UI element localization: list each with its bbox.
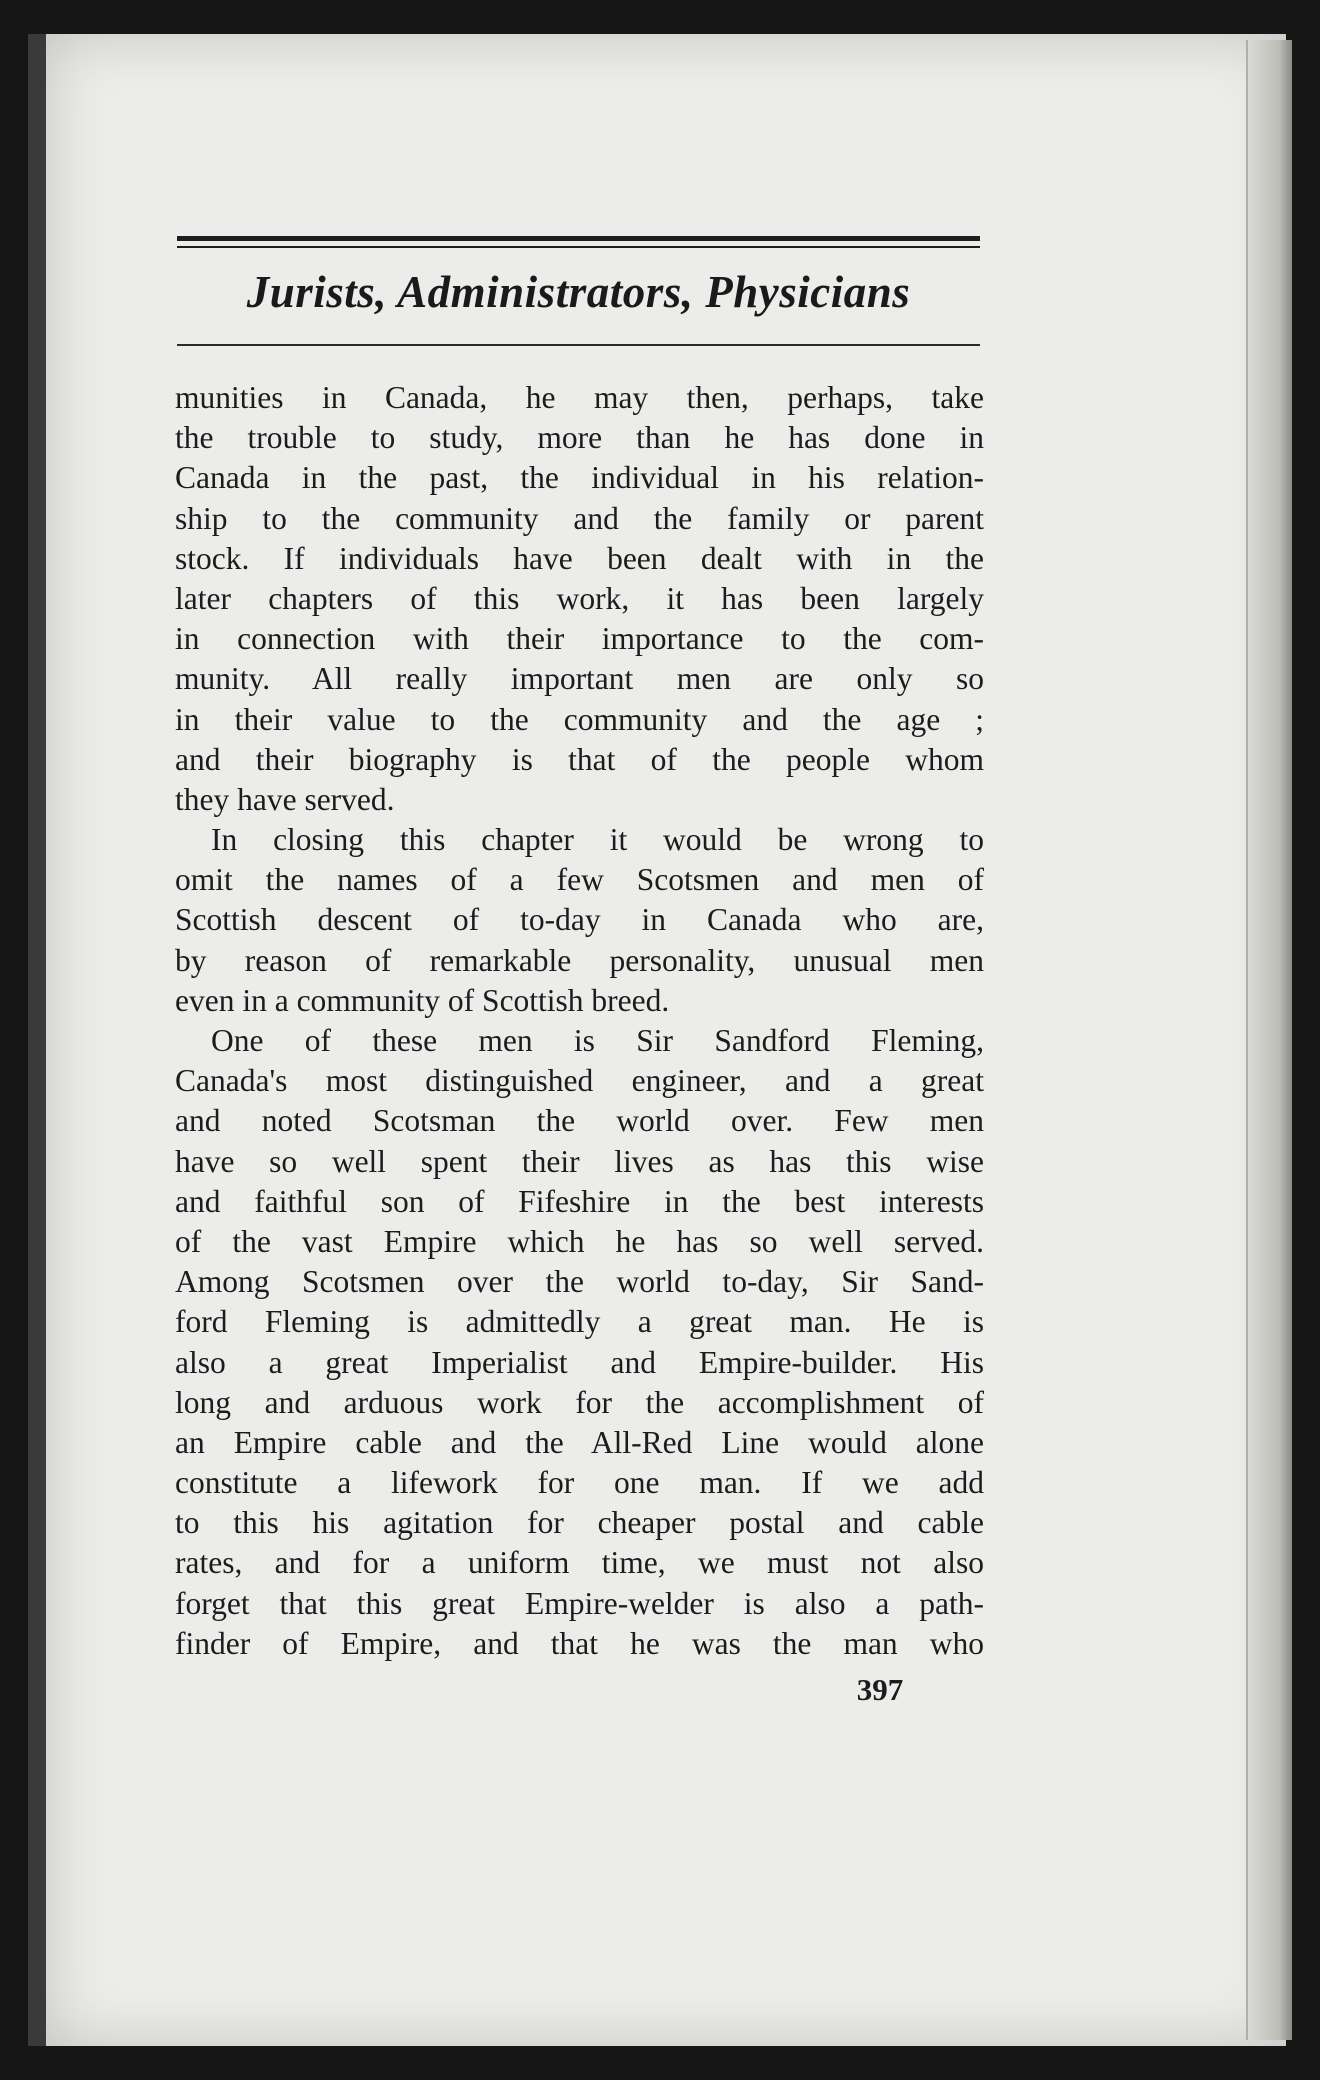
text-line: Scottish descent of to-day in Canada who are,: [175, 902, 984, 938]
text-line: constitute a lifework for one man. If we add: [175, 1465, 984, 1501]
text-line: even in a community of Scottish breed.: [175, 982, 670, 1018]
page-number: 397: [856, 1672, 904, 1707]
text-line: by reason of remarkable personality, unusual men: [175, 942, 984, 978]
text-line: long and arduous work for the accomplishment of: [175, 1384, 984, 1420]
text-line: stock. If individuals have been dealt with in the: [175, 540, 984, 576]
text-line: have so well spent their lives as has this wise: [175, 1143, 984, 1179]
text-line: an Empire cable and the All-Red Line would alone: [175, 1424, 984, 1460]
text-line: and noted Scotsman the world over. Few men: [175, 1103, 984, 1139]
header-rule-thin: [177, 246, 980, 248]
text-line: ship to the community and the family or parent: [175, 500, 984, 536]
text-line: Canada in the past, the individual in his relation-: [175, 460, 984, 496]
text-line: munity. All really important men are only so: [175, 661, 984, 697]
text-line: the trouble to study, more than he has done in: [175, 420, 984, 456]
text-line: they have served.: [175, 781, 395, 817]
text-line: Among Scotsmen over the world to-day, Sir Sand-: [175, 1264, 984, 1300]
text-line: of the vast Empire which he has so well served.: [175, 1223, 984, 1259]
page-edges: [1246, 40, 1292, 2040]
text-line: In closing this chapter it would be wrong to: [211, 822, 984, 858]
text-line: to this his agitation for cheaper postal and cable: [175, 1505, 984, 1541]
text-line: munities in Canada, he may then, perhaps, take: [175, 380, 984, 415]
running-head: Jurists, Administrators, Physicians: [246, 267, 911, 317]
text-line: Canada's most distinguished engineer, and a great: [175, 1063, 984, 1099]
header-rule-thick: [177, 236, 980, 241]
text-line: rates, and for a uniform time, we must not also: [175, 1545, 984, 1581]
text-line: later chapters of this work, it has been largely: [175, 580, 984, 616]
text-line: finder of Empire, and that he was the man who: [175, 1625, 984, 1661]
text-line: and faithful son of Fifeshire in the best interests: [175, 1183, 984, 1219]
body-text: [175, 378, 984, 1664]
text-line: One of these men is Sir Sandford Fleming,: [211, 1023, 984, 1058]
text-line: ford Fleming is admittedly a great man. He is: [175, 1304, 984, 1340]
header-rule-bottom: [177, 344, 980, 346]
text-line: in their value to the community and the age ;: [175, 701, 984, 737]
text-line: and their biography is that of the people whom: [175, 741, 984, 777]
text-line: in connection with their importance to the com-: [175, 621, 984, 657]
text-line: omit the names of a few Scotsmen and men of: [175, 862, 984, 898]
text-line: forget that this great Empire-welder is also a path-: [175, 1585, 984, 1621]
text-line: also a great Imperialist and Empire-builder. His: [175, 1344, 984, 1380]
